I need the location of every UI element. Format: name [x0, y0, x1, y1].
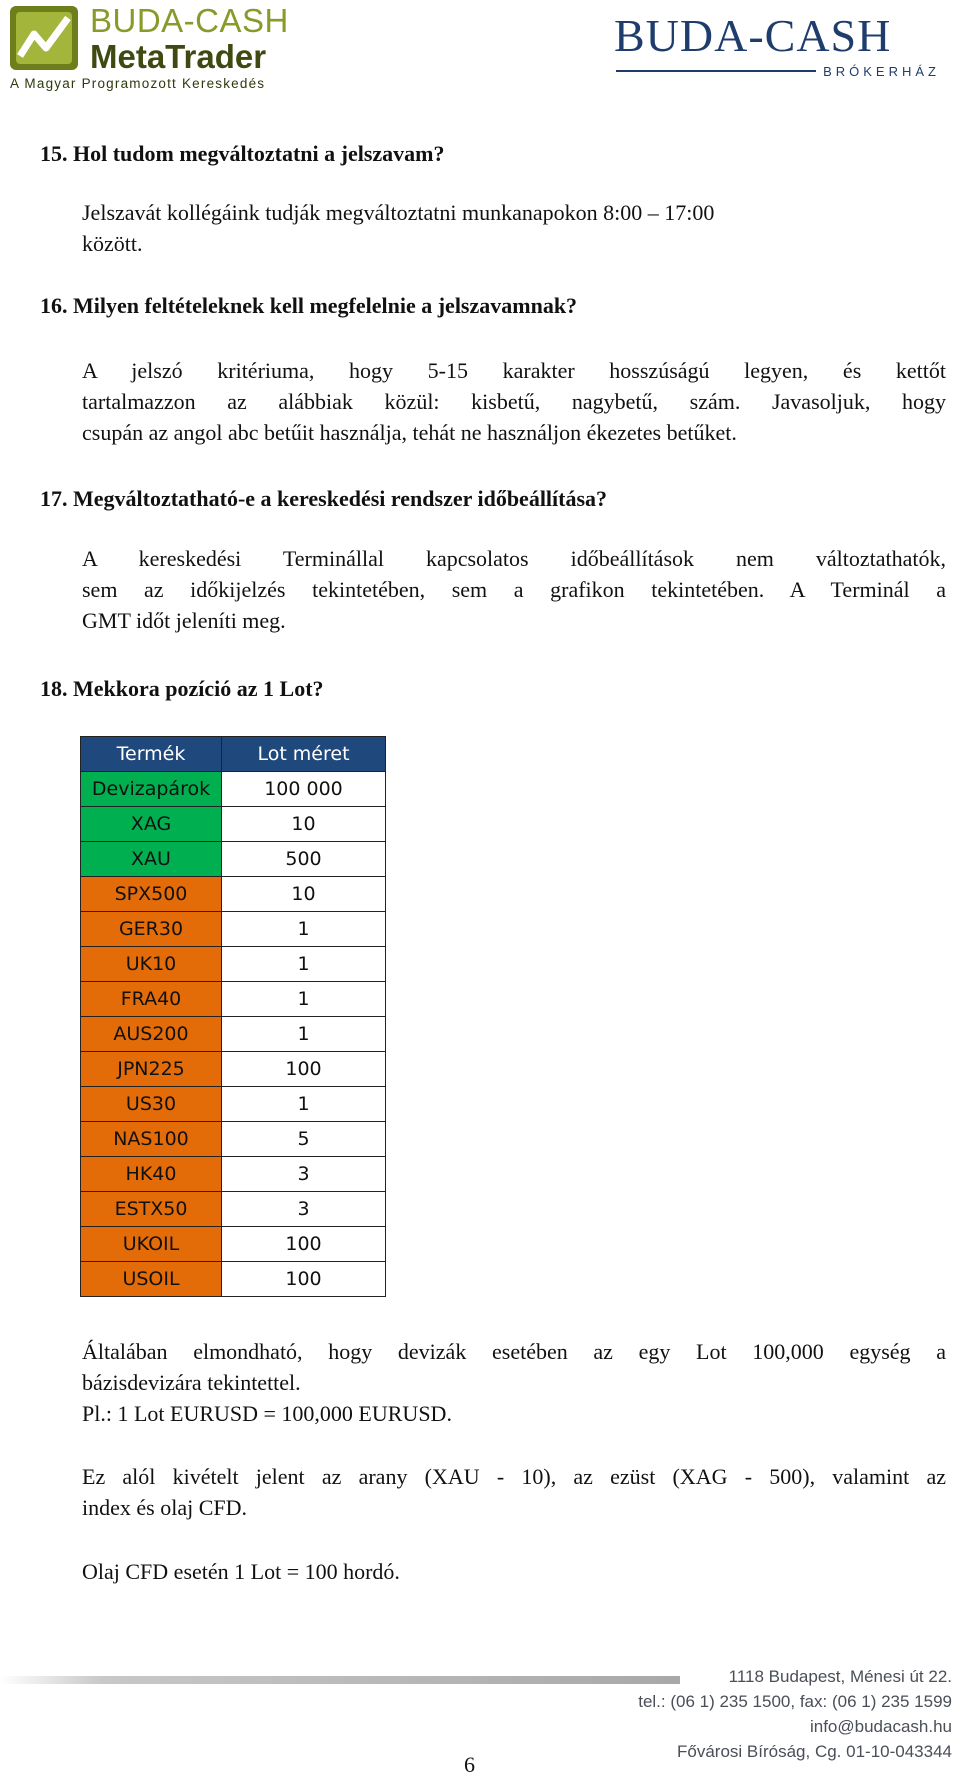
lot-size-cell: 100	[222, 1262, 386, 1297]
section-15-text	[82, 197, 946, 259]
product-cell: UK10	[81, 947, 222, 982]
footer-registry: Fővárosi Bíróság, Cg. 01-10-043344	[677, 1742, 952, 1761]
budacash-brokerhaz-logo	[614, 10, 944, 88]
table-body	[81, 772, 386, 1297]
lot-size-cell: 1	[222, 1017, 386, 1052]
product-cell: FRA40	[81, 982, 222, 1017]
right-logo-line2: BRÓKERHÁZ	[823, 64, 940, 79]
product-cell: US30	[81, 1087, 222, 1122]
section-15-line: között.	[82, 231, 143, 256]
right-logo-line1: BUDA-CASH	[614, 10, 892, 61]
lot-size-cell: 1	[222, 947, 386, 982]
footer-email[interactable]: info@budacash.hu	[809, 1717, 952, 1736]
product-cell: NAS100	[81, 1122, 222, 1157]
lot-size-cell: 100 000	[222, 772, 386, 807]
footer-address: 1118 Budapest, Ménesi út 22.	[728, 1667, 952, 1686]
lot-size-cell: 100	[222, 1052, 386, 1087]
product-cell: UKOIL	[81, 1227, 222, 1262]
product-cell: Devizapárok	[81, 772, 222, 807]
oil-cfd-paragraph	[82, 1556, 946, 1587]
table-row	[81, 1052, 386, 1087]
table-row	[81, 877, 386, 912]
lot-example: Pl.: 1 Lot EURUSD = 100,000 EURUSD.	[82, 1401, 452, 1426]
table-row	[81, 1017, 386, 1052]
section-16-text	[82, 355, 946, 448]
oil-cfd-line: Olaj CFD esetén 1 Lot = 100 hordó.	[82, 1559, 400, 1584]
footer-divider	[0, 1676, 680, 1684]
table-row	[81, 1262, 386, 1297]
table-row	[81, 772, 386, 807]
section-16-line: tartalmazzon az alábbiak közül: kisbetű, nagybetű, szám. Javasoljuk, hogy	[82, 389, 946, 414]
product-cell: ESTX50	[81, 1192, 222, 1227]
left-logo-tagline: A Magyar Programozott Kereskedés	[10, 76, 266, 91]
product-cell: AUS200	[81, 1017, 222, 1052]
section-17-heading: 17. Megváltoztatható-e a kereskedési rendszer időbeállítása?	[40, 486, 608, 511]
section-17-line: A kereskedési Terminállal kapcsolatos időbeállítások nem változtathatók,	[82, 546, 946, 571]
left-logo-line2: MetaTrader	[90, 38, 267, 75]
section-17-line: GMT időt jeleníti meg.	[82, 608, 286, 633]
product-cell: USOIL	[81, 1262, 222, 1297]
section-16-line: A jelszó kritériuma, hogy 5-15 karakter hosszúságú legyen, és kettőt	[82, 358, 946, 383]
table-row	[81, 807, 386, 842]
exception-line: Ez alól kivételt jelent az arany (XAU - 10), az ezüst (XAG - 500), valamint az	[82, 1464, 946, 1489]
table-header-product: Termék	[81, 737, 222, 772]
product-cell: SPX500	[81, 877, 222, 912]
left-logo-line1: BUDA-CASH	[90, 2, 289, 39]
page-number: 6	[464, 1752, 475, 1777]
lot-size-table	[80, 736, 386, 1297]
product-cell: XAG	[81, 807, 222, 842]
product-cell: HK40	[81, 1157, 222, 1192]
exception-paragraph	[82, 1461, 946, 1523]
section-16-heading: 16. Milyen feltételeknek kell megfelelnie a jelszavamnak?	[40, 293, 578, 318]
right-logo-rule	[616, 70, 816, 72]
lot-size-cell: 1	[222, 912, 386, 947]
table-row	[81, 982, 386, 1017]
exception-line: index és olaj CFD.	[82, 1495, 247, 1520]
product-cell: JPN225	[81, 1052, 222, 1087]
lot-size-cell: 10	[222, 807, 386, 842]
table-row	[81, 842, 386, 877]
lot-size-cell: 100	[222, 1227, 386, 1262]
footer-phone: tel.: (06 1) 235 1500, fax: (06 1) 235 1599	[638, 1692, 952, 1711]
table-row	[81, 912, 386, 947]
chart-logo-icon	[8, 4, 82, 74]
table-row	[81, 1122, 386, 1157]
section-15-heading: 15. Hol tudom megváltoztatni a jelszavam?	[40, 141, 445, 166]
table-header-lot-size: Lot méret	[222, 737, 386, 772]
section-17-line: sem az időkijelzés tekintetében, sem a grafikon tekintetében. A Terminál a	[82, 577, 946, 602]
footer-contact-info	[638, 1664, 952, 1764]
table-row	[81, 1087, 386, 1122]
lot-size-cell: 500	[222, 842, 386, 877]
table-row	[81, 1192, 386, 1227]
section-16-line: csupán az angol abc betűit használja, tehát ne használjon ékezetes betűket.	[82, 420, 737, 445]
product-cell: GER30	[81, 912, 222, 947]
lot-size-cell: 10	[222, 877, 386, 912]
lot-size-cell: 3	[222, 1157, 386, 1192]
lot-size-cell: 1	[222, 1087, 386, 1122]
lot-size-cell: 5	[222, 1122, 386, 1157]
section-18-heading: 18. Mekkora pozíció az 1 Lot?	[40, 676, 324, 701]
lot-explanation-line: bázisdevizára tekintettel.	[82, 1370, 301, 1395]
metatrader-logo	[8, 2, 308, 90]
lot-explanation-line: Általában elmondható, hogy devizák esetében az egy Lot 100,000 egység a	[82, 1339, 946, 1364]
product-cell: XAU	[81, 842, 222, 877]
table-row	[81, 947, 386, 982]
table-row	[81, 1227, 386, 1262]
table-header-row	[81, 737, 386, 772]
section-15-line: Jelszavát kollégáink tudják megváltoztatni munkanapokon 8:00 – 17:00	[82, 200, 715, 225]
section-17-text	[82, 543, 946, 636]
lot-size-cell: 1	[222, 982, 386, 1017]
lot-explanation-paragraph	[82, 1336, 946, 1429]
lot-size-cell: 3	[222, 1192, 386, 1227]
table-row	[81, 1157, 386, 1192]
